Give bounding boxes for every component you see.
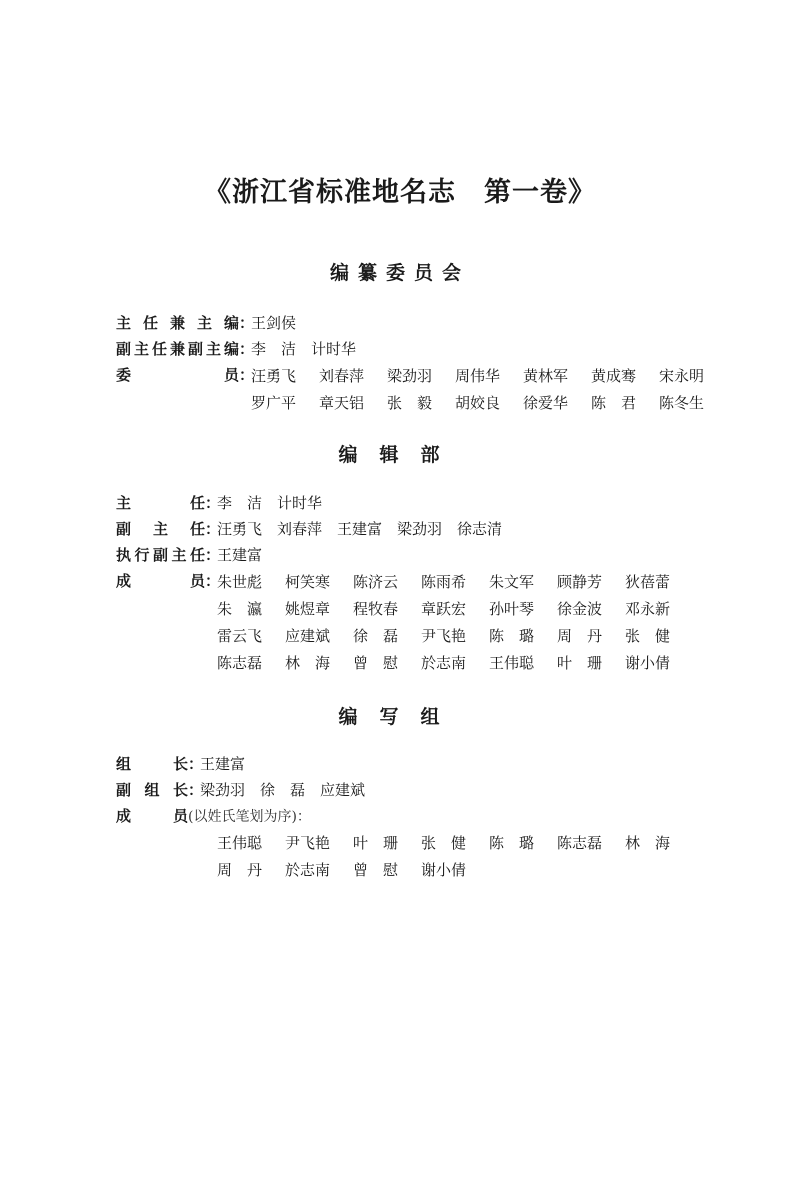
role-label: 执行副主任: [116, 546, 205, 564]
role-colon: ：: [188, 781, 204, 799]
committee-row-deputy-director: [116, 337, 356, 361]
role-colon: ：: [205, 546, 221, 564]
member-name: 王伟聪: [489, 654, 535, 672]
role-label: 副组长: [116, 781, 188, 799]
member-name: 程牧春: [353, 600, 399, 618]
member-name: 黄林军: [523, 367, 569, 385]
member-name: 应建斌: [285, 627, 331, 645]
writing-row-leader: [116, 752, 245, 776]
role-label: 组长: [116, 755, 188, 773]
member-name: 章跃宏: [421, 600, 467, 618]
committee-row-director: [116, 311, 296, 335]
editorial-row-deputy-director: [116, 517, 502, 541]
member-name: 狄蓓蕾: [625, 573, 671, 591]
member-name: 曾 慰: [353, 654, 399, 672]
member-name-line: [251, 390, 727, 417]
member-name: 徐爱华: [523, 394, 569, 412]
member-name: 汪勇飞: [251, 367, 297, 385]
member-name: 尹飞艳: [421, 627, 467, 645]
member-name: 张 健: [421, 834, 467, 852]
member-name: 林 海: [625, 834, 671, 852]
committee-row-members: [116, 363, 255, 387]
member-name: 朱世彪: [217, 573, 263, 591]
role-label: 成员: [116, 807, 188, 825]
editorial-row-director: [116, 491, 322, 515]
role-names: 王剑侯: [251, 314, 297, 332]
editorial-members-grid: [217, 569, 693, 677]
member-name: 徐金波: [557, 600, 603, 618]
role-names: 李 洁 计时华: [217, 494, 323, 512]
role-names: 汪勇飞 刘春萍 王建富 梁劲羽 徐志清: [217, 520, 503, 538]
member-name: 梁劲羽: [387, 367, 433, 385]
member-name: 谢小倩: [625, 654, 671, 672]
member-name-line: [251, 363, 727, 390]
member-name: 周伟华: [455, 367, 501, 385]
member-name: 张 毅: [387, 394, 433, 412]
writing-row-members: [116, 804, 311, 828]
member-name: 姚煜章: [285, 600, 331, 618]
member-name: 陈志磊: [217, 654, 263, 672]
role-colon: ：: [205, 572, 221, 590]
member-name: 陈济云: [353, 573, 399, 591]
member-name: 陈冬生: [659, 394, 705, 412]
writing-members-grid: [217, 830, 693, 884]
member-name: 顾静芳: [557, 573, 603, 591]
member-name: 周 丹: [557, 627, 603, 645]
member-name-line: [217, 830, 693, 857]
role-colon: ：: [205, 520, 221, 538]
member-name: 朱 瀛: [217, 600, 263, 618]
role-names: 李 洁 计时华: [251, 340, 357, 358]
member-name: 陈雨希: [421, 573, 467, 591]
member-name: 朱文军: [489, 573, 535, 591]
role-label: 成员: [116, 572, 205, 590]
member-name: 刘春萍: [319, 367, 365, 385]
role-label: 主任: [116, 494, 205, 512]
committee-members-grid: [251, 363, 727, 417]
member-name: 於志南: [285, 861, 331, 879]
role-colon: ：: [188, 755, 204, 773]
member-name: 叶 珊: [557, 654, 603, 672]
section-heading-editorial: 编辑部: [338, 444, 462, 466]
role-names: 梁劲羽 徐 磊 应建斌: [200, 781, 366, 799]
member-name: 张 健: [625, 627, 671, 645]
member-name-line: [217, 569, 693, 596]
writing-row-deputy-leader: [116, 778, 365, 802]
member-name: 陈志磊: [557, 834, 603, 852]
member-name: 林 海: [285, 654, 331, 672]
member-name: 曾 慰: [353, 861, 399, 879]
member-name: 孙叶琴: [489, 600, 535, 618]
role-colon: ：: [205, 494, 221, 512]
member-name: 於志南: [421, 654, 467, 672]
section-heading-committee: 编纂委员会: [329, 262, 470, 284]
role-label: 委员: [116, 366, 239, 384]
editorial-row-members: [116, 569, 221, 593]
role-label: 副主任兼副主编: [116, 340, 239, 358]
member-name-line: [217, 623, 693, 650]
member-name: 柯笑寒: [285, 573, 331, 591]
member-name: 陈 君: [591, 394, 637, 412]
role-label: 副主任: [116, 520, 205, 538]
member-name: 雷云飞: [217, 627, 263, 645]
member-name: 陈 璐: [489, 627, 535, 645]
role-label: 主任兼主编: [116, 314, 239, 332]
member-name: 黄成骞: [591, 367, 637, 385]
page-title: 《浙江省标准地名志 第一卷》: [204, 177, 596, 208]
member-name-line: [217, 650, 693, 677]
role-names: 王建富: [200, 755, 246, 773]
member-name: 王伟聪: [217, 834, 263, 852]
member-name: 谢小倩: [421, 861, 467, 879]
member-name: 尹飞艳: [285, 834, 331, 852]
section-heading-writing-group: 编写组: [338, 706, 462, 728]
members-order-note: (以姓氏笔划为序)：: [188, 809, 311, 825]
member-name: 陈 璐: [489, 834, 535, 852]
member-name: 周 丹: [217, 861, 263, 879]
role-colon: ：: [239, 314, 255, 332]
member-name: 章天铝: [319, 394, 365, 412]
member-name: 叶 珊: [353, 834, 399, 852]
role-colon: ：: [239, 366, 255, 384]
member-name-line: [217, 596, 693, 623]
member-name: 罗广平: [251, 394, 297, 412]
member-name: 胡姣良: [455, 394, 501, 412]
member-name: 邓永新: [625, 600, 671, 618]
member-name: 宋永明: [659, 367, 705, 385]
member-name: 徐 磊: [353, 627, 399, 645]
role-names: 王建富: [217, 546, 263, 564]
editorial-row-executive-deputy: [116, 543, 262, 567]
member-name-line: [217, 857, 693, 884]
role-colon: ：: [239, 340, 255, 358]
